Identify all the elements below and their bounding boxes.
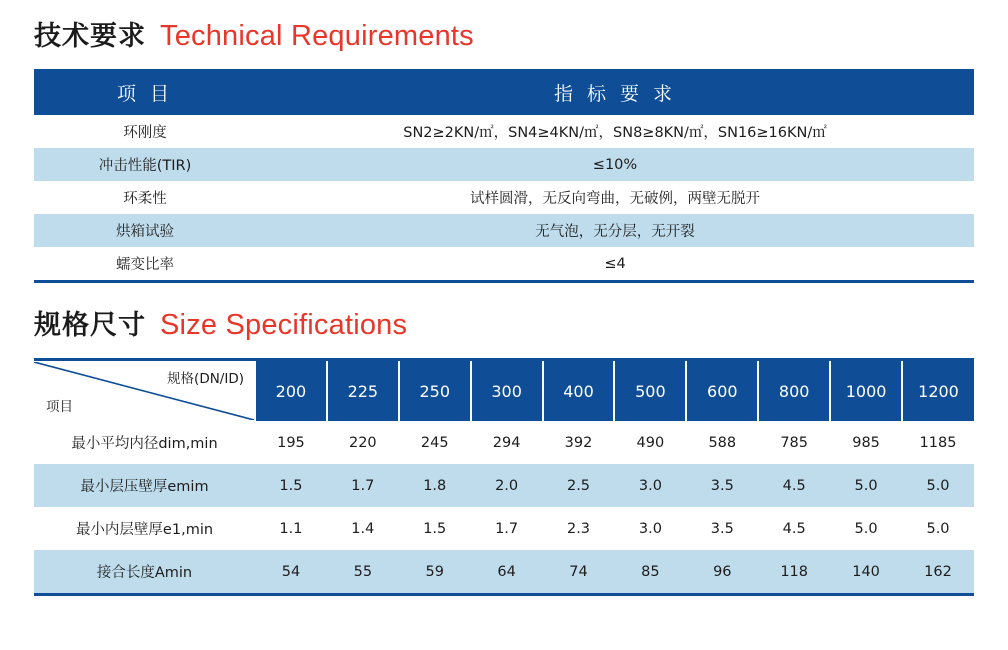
- corner-label-dn: 规格(DN/ID): [167, 371, 244, 387]
- table-row: [34, 181, 974, 214]
- cell-value: 195: [255, 421, 327, 464]
- size-specifications-heading: [34, 283, 974, 342]
- column-header-dn-225: 225: [327, 361, 399, 421]
- cell-value: 1185: [902, 421, 974, 464]
- cell-value: 162: [902, 550, 974, 593]
- cell-item: 环柔性: [34, 181, 256, 214]
- cell-value: 294: [471, 421, 543, 464]
- table-row: [34, 550, 974, 593]
- cell-item: 冲击性能(TIR): [34, 148, 256, 181]
- cell-value: 59: [399, 550, 471, 593]
- column-header-dn-400: 400: [543, 361, 615, 421]
- column-header-dn-1000: 1000: [830, 361, 902, 421]
- cell-value: 2.0: [471, 464, 543, 507]
- row-label: 最小平均内径dim,min: [34, 421, 255, 464]
- cell-value: 245: [399, 421, 471, 464]
- heading-en-size: Size Specifications: [160, 309, 408, 341]
- cell-requirement: 试样圆滑，无反向弯曲，无破例，两壁无脱开: [256, 181, 974, 214]
- column-header-dn-600: 600: [686, 361, 758, 421]
- table-row: [34, 464, 974, 507]
- cell-value: 64: [471, 550, 543, 593]
- cell-value: 1.5: [255, 464, 327, 507]
- cell-value: 3.0: [614, 507, 686, 550]
- cell-value: 74: [543, 550, 615, 593]
- corner-label-item: 项目: [46, 399, 73, 415]
- cell-value: 220: [327, 421, 399, 464]
- table-row: [34, 421, 974, 464]
- heading-cn-size: 规格尺寸: [34, 310, 146, 341]
- column-header-dn-250: 250: [399, 361, 471, 421]
- table-header-row: [34, 361, 974, 421]
- corner-header-cell: [34, 361, 255, 421]
- cell-item: 环刚度: [34, 115, 256, 148]
- column-header-item: 项 目: [34, 69, 256, 115]
- size-specifications-table: [34, 361, 974, 593]
- cell-value: 1.7: [471, 507, 543, 550]
- table-row: [34, 148, 974, 181]
- cell-value: 118: [758, 550, 830, 593]
- cell-value: 2.5: [543, 464, 615, 507]
- technical-requirements-table: [34, 69, 974, 280]
- row-label: 接合长度Amin: [34, 550, 255, 593]
- table-row: [34, 115, 974, 148]
- column-header-dn-500: 500: [614, 361, 686, 421]
- cell-requirement: 无气泡，无分层，无开裂: [256, 214, 974, 247]
- table-row: [34, 507, 974, 550]
- cell-item: 蠕变比率: [34, 247, 256, 280]
- row-label: 最小层压壁厚emim: [34, 464, 255, 507]
- cell-value: 392: [543, 421, 615, 464]
- cell-value: 5.0: [902, 464, 974, 507]
- cell-value: 4.5: [758, 464, 830, 507]
- cell-value: 5.0: [830, 464, 902, 507]
- cell-value: 4.5: [758, 507, 830, 550]
- table-header-row: [34, 69, 974, 115]
- cell-value: 2.3: [543, 507, 615, 550]
- technical-requirements-table-wrap: [34, 69, 974, 283]
- cell-value: 140: [830, 550, 902, 593]
- table-head: [34, 361, 974, 421]
- table-head: [34, 69, 974, 115]
- cell-value: 96: [686, 550, 758, 593]
- cell-value: 3.5: [686, 464, 758, 507]
- cell-value: 5.0: [830, 507, 902, 550]
- column-header-requirement: 指 标 要 求: [256, 69, 974, 115]
- heading-en-technical: Technical Requirements: [160, 20, 474, 52]
- cell-value: 588: [686, 421, 758, 464]
- cell-value: 985: [830, 421, 902, 464]
- column-header-dn-800: 800: [758, 361, 830, 421]
- cell-value: 1.7: [327, 464, 399, 507]
- table-bottom-rule: [34, 593, 974, 596]
- size-specifications-table-wrap: [34, 358, 974, 596]
- column-header-dn-200: 200: [255, 361, 327, 421]
- column-header-dn-1200: 1200: [902, 361, 974, 421]
- column-header-dn-300: 300: [471, 361, 543, 421]
- table-body: [34, 115, 974, 280]
- cell-value: 3.5: [686, 507, 758, 550]
- cell-value: 54: [255, 550, 327, 593]
- cell-value: 55: [327, 550, 399, 593]
- cell-requirement: SN2≥2KN/㎡，SN4≥4KN/㎡，SN8≥8KN/㎡，SN16≥16KN/㎡: [256, 115, 974, 148]
- cell-value: 1.4: [327, 507, 399, 550]
- cell-value: 785: [758, 421, 830, 464]
- table-row: [34, 214, 974, 247]
- table-body: [34, 421, 974, 593]
- cell-value: 5.0: [902, 507, 974, 550]
- cell-requirement: ≤4: [256, 247, 974, 280]
- cell-value: 85: [614, 550, 686, 593]
- technical-requirements-heading: [34, 0, 974, 53]
- table-row: [34, 247, 974, 280]
- cell-value: 490: [614, 421, 686, 464]
- cell-value: 1.8: [399, 464, 471, 507]
- cell-requirement: ≤10%: [256, 148, 974, 181]
- cell-value: 1.5: [399, 507, 471, 550]
- cell-value: 3.0: [614, 464, 686, 507]
- cell-value: 1.1: [255, 507, 327, 550]
- row-label: 最小内层壁厚e1,min: [34, 507, 255, 550]
- heading-cn-technical: 技术要求: [34, 21, 146, 52]
- cell-item: 烘箱试验: [34, 214, 256, 247]
